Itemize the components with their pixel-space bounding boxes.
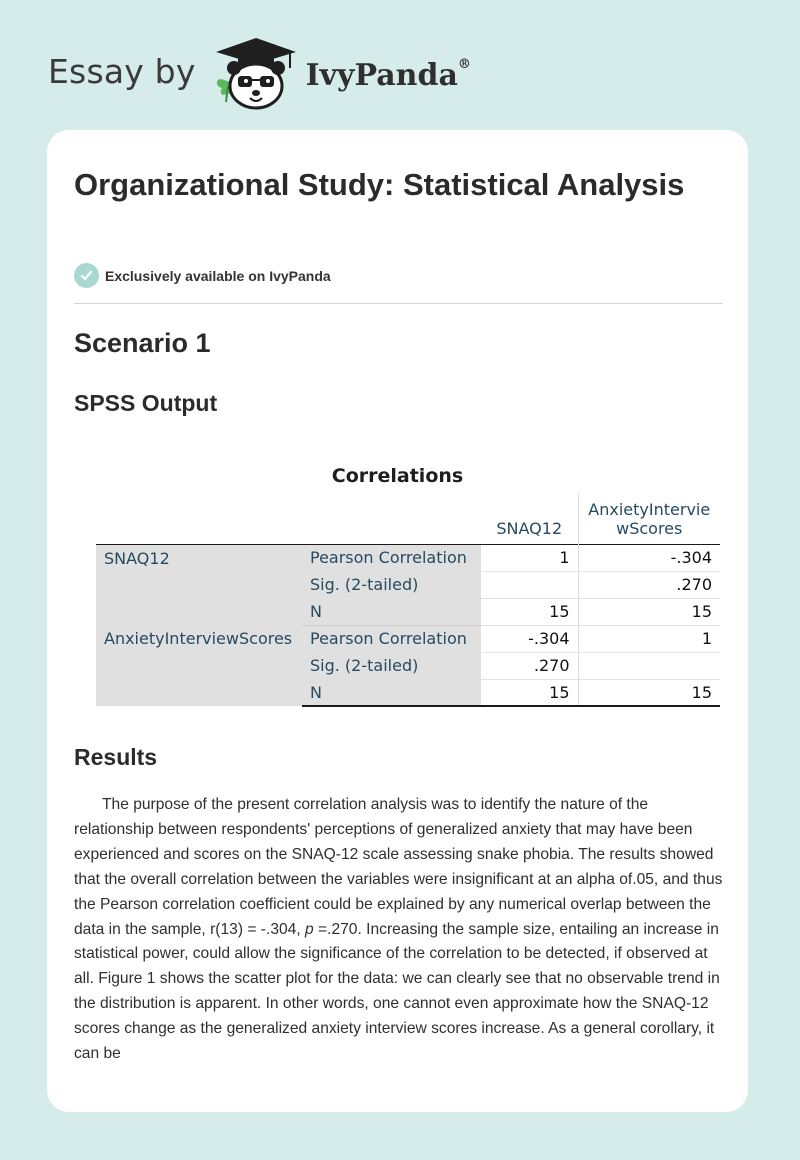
scenario-heading: Scenario 1 <box>74 328 211 358</box>
panda-mascot-icon <box>210 36 302 112</box>
stat-label: N <box>302 598 481 625</box>
stat-label: Sig. (2-tailed) <box>302 652 481 679</box>
row-group-label: AnxietyInterviewScores <box>96 625 302 706</box>
results-paragraph: The purpose of the present correlation analysis was to identify the nature of the relationship between respondents' perceptions of generalized anxiety that may have been experienced and scores on the SNAQ-12 scale assessing snake phobia. The results showed that the overall correlation between the variables were insignificant at an alpha of.05, and thus the Pearson correlation coefficient could be explained by any numerical overlap between the data in the sample, r(13) = -.304, p =.270. Increasing the sample size, entailing an increase in statistical power, could allow the significance of the correlation to be detected, if observed at all. Figure 1 shows the scatter plot for the data: we can clearly see that no observable trend in the distribution is apparent. In other words, one cannot even approximate how the SNAQ-12 scores change as the generalized anxiety interview scores increase. As a general corollary, it can be <box>74 796 723 1063</box>
title-divider <box>74 303 723 304</box>
stat-label: Sig. (2-tailed) <box>302 571 481 598</box>
table-cell: -.304 <box>578 544 720 571</box>
logo-essay-by: Essay by <box>48 51 196 91</box>
site-logo[interactable] <box>48 36 471 112</box>
table-cell: 1 <box>481 544 578 571</box>
stat-label: Pearson Correlation <box>302 544 481 571</box>
table-cell: 1 <box>578 625 720 652</box>
table-cell: 15 <box>578 679 720 706</box>
results-heading: Results <box>74 744 158 770</box>
logo-ivypanda: IvyPanda® <box>305 56 471 93</box>
article-card <box>47 130 748 1112</box>
table-header-row <box>96 494 720 544</box>
column-header: SNAQ12 <box>481 494 578 544</box>
table-cell: 15 <box>578 598 720 625</box>
exclusive-label: Exclusively available on IvyPanda <box>105 267 331 284</box>
table-cell: -.304 <box>481 625 578 652</box>
row-group-label: SNAQ12 <box>96 544 302 625</box>
table-cell: .270 <box>578 571 720 598</box>
correlations-table-title: Correlations <box>331 465 464 487</box>
page-title: Organizational Study: Statistical Analysis <box>74 167 685 202</box>
stat-label: N <box>302 679 481 706</box>
check-icon <box>74 263 99 288</box>
exclusive-badge <box>74 263 331 288</box>
table-cell: .270 <box>481 652 578 679</box>
stat-label: Pearson Correlation <box>302 625 481 652</box>
table-cell: 15 <box>481 679 578 706</box>
table-row <box>96 544 720 571</box>
table-cell <box>481 571 578 598</box>
table-cell: 15 <box>481 598 578 625</box>
table-cell <box>578 652 720 679</box>
spss-output-heading: SPSS Output <box>74 390 218 416</box>
table-row <box>96 625 720 652</box>
correlations-table <box>96 494 720 707</box>
column-header: AnxietyIntervie wScores <box>578 494 720 544</box>
